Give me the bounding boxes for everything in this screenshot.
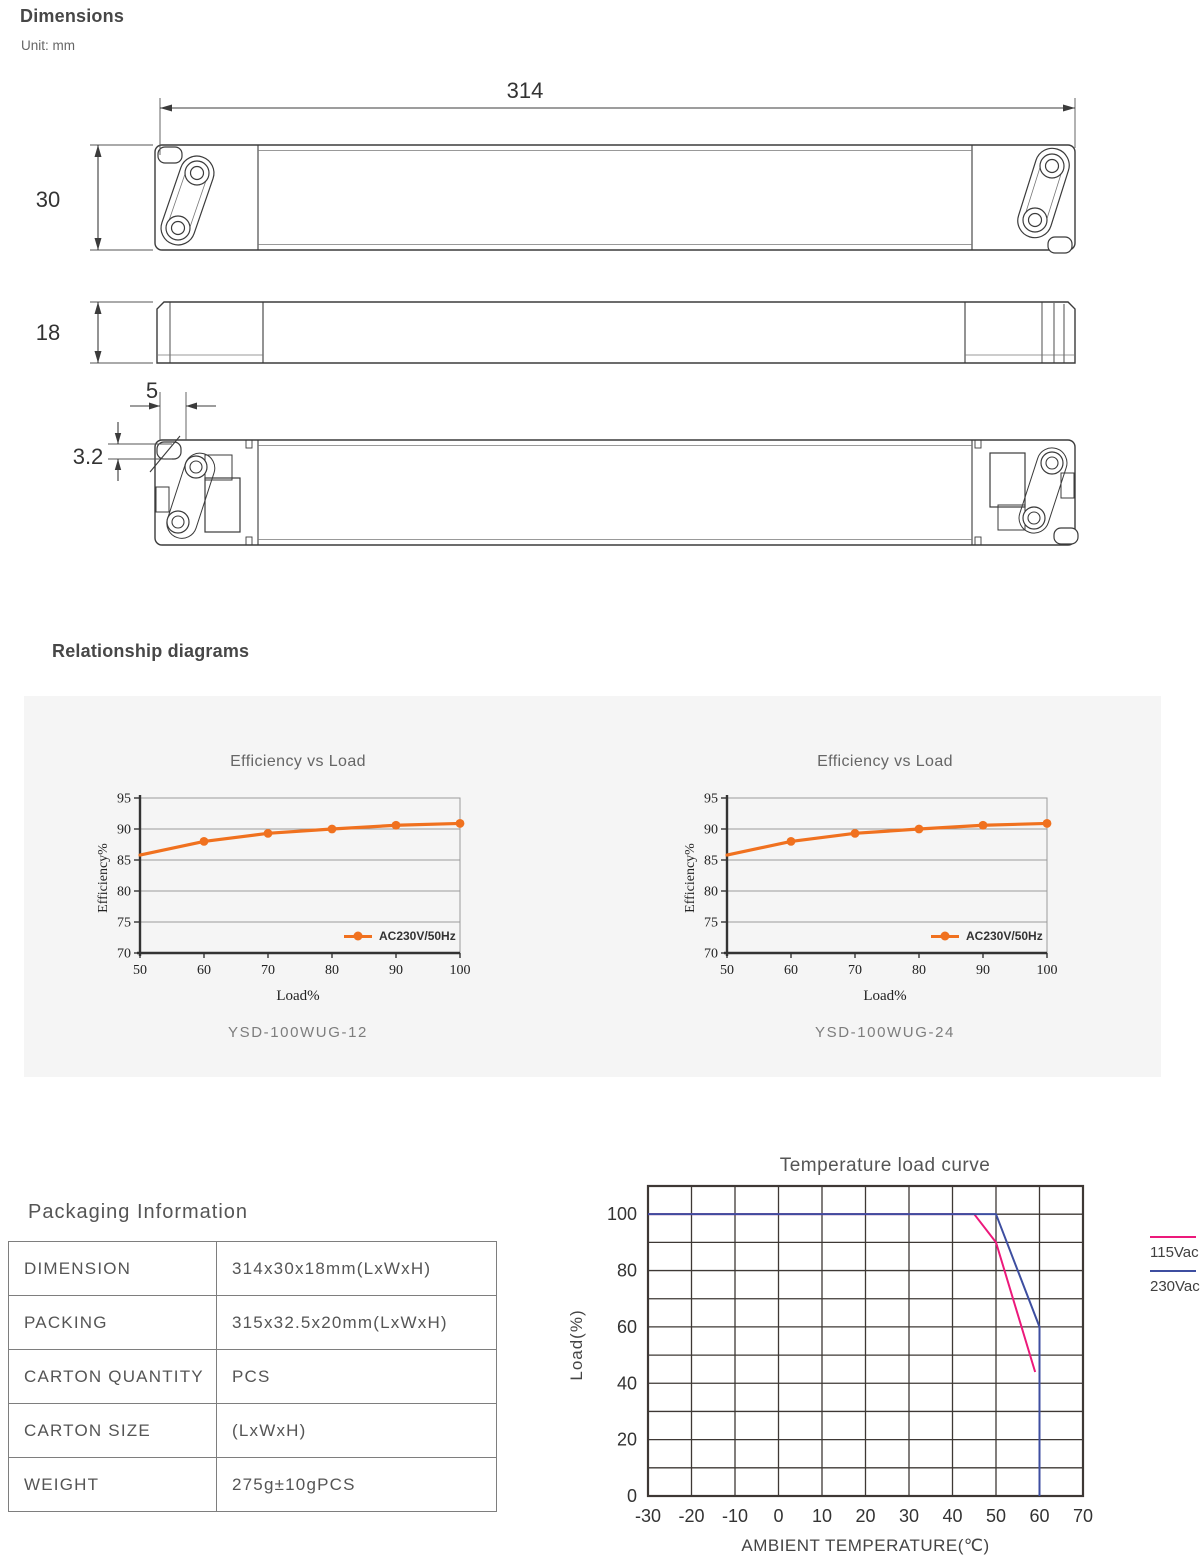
row-label: CARTON QUANTITY <box>9 1350 217 1404</box>
dimensions-heading: Dimensions <box>20 6 125 26</box>
svg-text:-20: -20 <box>678 1506 705 1526</box>
svg-text:50: 50 <box>720 963 734 978</box>
svg-text:60: 60 <box>1029 1506 1050 1526</box>
efficiency-ylabel-1: Efficiency% <box>96 843 111 913</box>
dim-tab-gap <box>130 378 216 440</box>
table-row <box>9 1350 497 1404</box>
dim-width <box>36 145 153 250</box>
svg-text:80: 80 <box>325 963 339 978</box>
svg-text:90: 90 <box>976 963 990 978</box>
legend-line-icon <box>931 935 959 938</box>
svg-text:20: 20 <box>616 1429 637 1450</box>
svg-text:40: 40 <box>942 1506 963 1526</box>
efficiency-ylabel-2: Efficiency% <box>683 843 698 913</box>
side-view-drawing <box>157 302 1075 363</box>
svg-text:90: 90 <box>389 963 403 978</box>
dimensions-unit-label: Unit: mm <box>21 38 75 53</box>
svg-text:95: 95 <box>117 791 131 807</box>
svg-text:75: 75 <box>704 915 718 931</box>
svg-text:-30: -30 <box>634 1506 662 1526</box>
bottom-view-drawing <box>155 440 1078 545</box>
packaging-heading: Packaging Information <box>28 1201 249 1223</box>
side-tab-icon <box>156 487 169 512</box>
efficiency-chart-title-1: Efficiency vs Load <box>230 753 366 770</box>
efficiency-legend-1 <box>344 929 456 943</box>
table-row <box>9 1296 497 1350</box>
mount-notch-left-icon <box>158 147 182 163</box>
svg-text:80: 80 <box>704 884 718 900</box>
row-value: 315x32.5x20mm(LxWxH) <box>217 1296 497 1350</box>
svg-text:10: 10 <box>811 1506 833 1526</box>
row-value: 314x30x18mm(LxWxH) <box>217 1242 497 1296</box>
dim-step-label: 3.2 <box>72 444 104 469</box>
legend-line-115vac-icon <box>1150 1236 1196 1238</box>
svg-text:75: 75 <box>117 915 131 931</box>
table-row <box>9 1404 497 1458</box>
mount-notch-right-icon <box>1048 237 1072 253</box>
terminal-block-icon <box>990 453 1025 507</box>
dim-tab-gap-label: 5 <box>145 378 159 403</box>
svg-text:90: 90 <box>117 822 131 838</box>
svg-text:40: 40 <box>616 1373 637 1394</box>
svg-text:85: 85 <box>117 853 131 869</box>
dim-length-label: 314 <box>506 78 544 103</box>
relationship-heading: Relationship diagrams <box>52 641 250 661</box>
terminal-block-icon <box>205 478 240 532</box>
table-row <box>9 1242 497 1296</box>
row-value: (LxWxH) <box>217 1404 497 1458</box>
svg-text:85: 85 <box>704 853 718 869</box>
top-view-drawing <box>155 144 1075 253</box>
efficiency-chart-plot-2 <box>682 788 1072 1003</box>
svg-text:100: 100 <box>1036 963 1058 978</box>
svg-text:70: 70 <box>1072 1506 1094 1526</box>
screw-hole-icon <box>1040 154 1064 178</box>
svg-text:70: 70 <box>848 963 862 978</box>
svg-text:100: 100 <box>449 963 471 978</box>
table-row <box>9 1458 497 1512</box>
mount-notch-left-icon <box>157 442 181 459</box>
legend-label-115vac: 115Vac <box>1150 1244 1199 1261</box>
svg-text:60: 60 <box>784 963 798 978</box>
svg-text:60: 60 <box>197 963 211 978</box>
screw-hole-icon <box>166 216 190 240</box>
legend-line-230vac-icon <box>1150 1270 1196 1272</box>
svg-text:80: 80 <box>616 1260 637 1281</box>
dimension-drawings <box>0 60 1200 570</box>
svg-text:70: 70 <box>117 946 131 962</box>
svg-text:90: 90 <box>704 822 718 838</box>
efficiency-xlabel-2: Load% <box>863 988 907 1004</box>
svg-text:70: 70 <box>261 963 275 978</box>
mount-notch-right-icon <box>1054 528 1078 544</box>
row-label: PACKING <box>9 1296 217 1350</box>
svg-text:-10: -10 <box>721 1506 749 1526</box>
efficiency-chart-plot-1 <box>95 788 485 1003</box>
efficiency-chart-title-2: Efficiency vs Load <box>817 753 953 770</box>
temperature-xlabel: AMBIENT TEMPERATURE(℃) <box>741 1536 990 1555</box>
temperature-chart-title: Temperature load curve <box>779 1155 991 1176</box>
screw-hole-icon <box>185 161 209 185</box>
dim-length <box>160 78 1075 155</box>
svg-text:50: 50 <box>985 1506 1007 1526</box>
packaging-table <box>8 1241 497 1512</box>
dim-height-label: 18 <box>35 320 61 345</box>
terminal-block-icon <box>205 455 232 480</box>
efficiency-legend-label-1: AC230V/50Hz <box>379 929 456 943</box>
svg-text:20: 20 <box>855 1506 876 1526</box>
svg-text:50: 50 <box>133 963 147 978</box>
row-label: DIMENSION <box>9 1242 217 1296</box>
svg-text:80: 80 <box>117 884 131 900</box>
model-label-1: YSD-100WUG-12 <box>227 1024 368 1041</box>
temperature-ylabel: Load(%) <box>567 1309 586 1381</box>
efficiency-legend-label-2: AC230V/50Hz <box>966 929 1043 943</box>
legend-line-icon <box>344 935 372 938</box>
dim-height <box>36 302 153 363</box>
efficiency-xlabel-1: Load% <box>276 988 320 1004</box>
efficiency-legend-2 <box>931 929 1043 943</box>
row-value: PCS <box>217 1350 497 1404</box>
row-label: CARTON SIZE <box>9 1404 217 1458</box>
svg-text:0: 0 <box>626 1486 637 1506</box>
svg-text:60: 60 <box>616 1316 637 1337</box>
svg-text:80: 80 <box>912 963 926 978</box>
svg-text:30: 30 <box>898 1506 920 1526</box>
svg-text:100: 100 <box>606 1204 637 1225</box>
svg-text:70: 70 <box>704 946 718 962</box>
svg-text:95: 95 <box>704 791 718 807</box>
model-label-2: YSD-100WUG-24 <box>814 1024 955 1041</box>
temperature-chart-plot <box>595 1176 1100 1536</box>
row-label: WEIGHT <box>9 1458 217 1512</box>
screw-hole-icon <box>1023 208 1047 232</box>
svg-text:0: 0 <box>773 1506 784 1526</box>
row-value: 275g±10gPCS <box>217 1458 497 1512</box>
legend-label-230vac: 230Vac <box>1150 1278 1200 1295</box>
dim-width-label: 30 <box>35 187 61 212</box>
